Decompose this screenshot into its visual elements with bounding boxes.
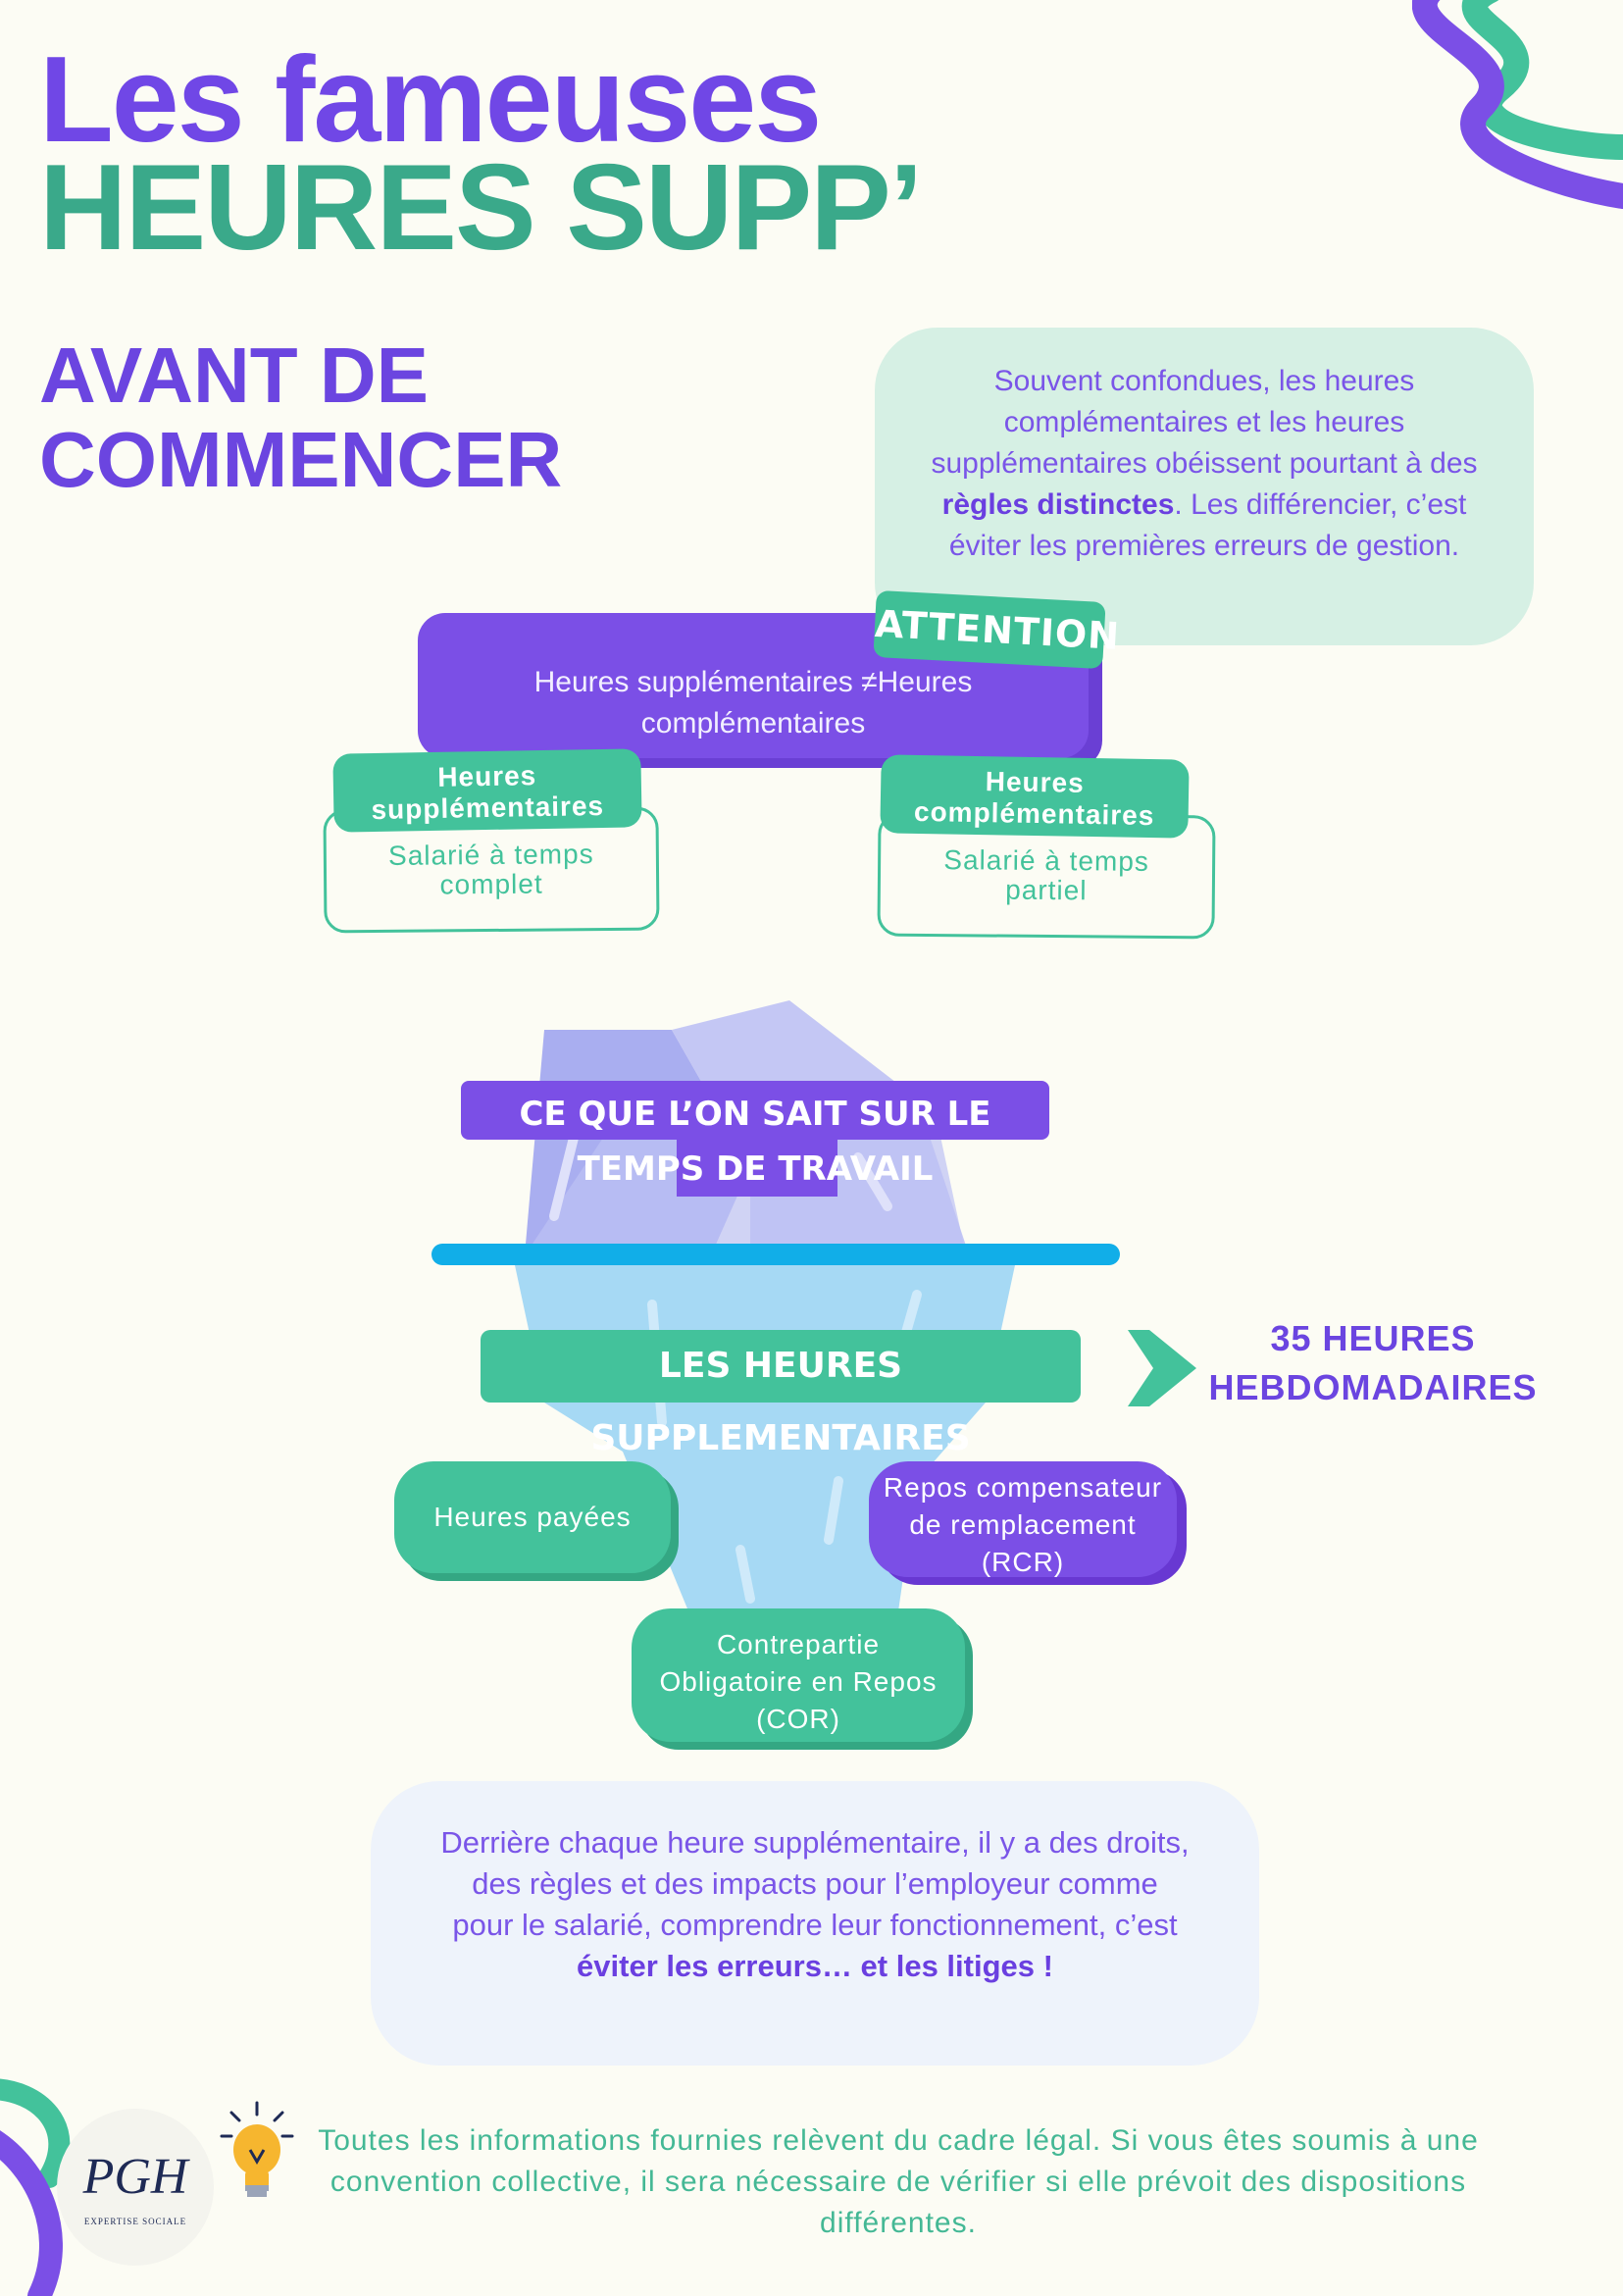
comparison-right-term: Heures complémentaires	[640, 666, 973, 740]
title-line-1: Les fameuses	[39, 32, 821, 168]
card-temps-partiel-body: Salarié à temps partiel	[943, 844, 1150, 906]
title-line-2: HEURES SUPP’	[39, 140, 922, 276]
not-equal-symbol: ≠	[861, 666, 878, 698]
lightbulb-icon	[218, 2099, 296, 2207]
conclusion-text: Derrière chaque heure supplémentaire, il y a des droits, des règles et des impacts pour l’employeur comme pour le salarié, comprendre leur fonctionnement, c’est	[440, 1825, 1190, 1942]
conclusion-bold: éviter les erreurs… et les litiges !	[577, 1949, 1053, 1983]
card-temps-complet-body: Salarié à temps complet	[387, 839, 594, 900]
attention-badge: ATTENTION	[873, 590, 1105, 669]
threshold-label: 35 HEURES HEBDOMADAIRES	[1208, 1318, 1538, 1407]
logo-mark: PGH	[82, 2149, 188, 2205]
heures-supplementaires-banner: LES HEURES SUPPLEMENTAIRES	[481, 1330, 1081, 1403]
card-temps-complet-heading: Heures supplémentaires	[332, 748, 641, 832]
section-title: AVANT DE COMMENCER	[39, 332, 563, 503]
wave-decoration-top-right	[1412, 0, 1623, 226]
card-temps-partiel-heading: Heures complémentaires	[880, 754, 1189, 838]
item-cor: Contrepartie Obligatoire en Repos (COR)	[632, 1608, 965, 1742]
water-line	[431, 1244, 1120, 1265]
iceberg-top-label-text: CE QUE L’ON SAIT SUR LE TEMPS DE TRAVAIL	[519, 1095, 991, 1189]
comparison-left-term: Heures supplémentaires	[533, 666, 853, 698]
conclusion-box	[371, 1781, 1259, 2066]
item-rcr: Repos compensateur de remplacement (RCR)	[869, 1461, 1177, 1577]
intro-text-start: Souvent confondues, les heures complémentaires et les heures supplémentaires obéissent pourtant à des	[931, 365, 1478, 480]
item-heures-payees: Heures payées	[394, 1461, 671, 1573]
intro-text-bold: règles distinctes	[941, 488, 1175, 521]
footer-note: Toutes les informations fournies relèvent du cadre légal. Si vous êtes soumis à une convention collective, il sera nécessaire de vérifier si elle prévoit des dispositions différentes.	[318, 2124, 1479, 2239]
logo-tagline: EXPERTISE SOCIALE	[83, 2217, 187, 2226]
intro-text-end: . Les différencier, c’est éviter les premières erreurs de gestion.	[948, 488, 1467, 562]
